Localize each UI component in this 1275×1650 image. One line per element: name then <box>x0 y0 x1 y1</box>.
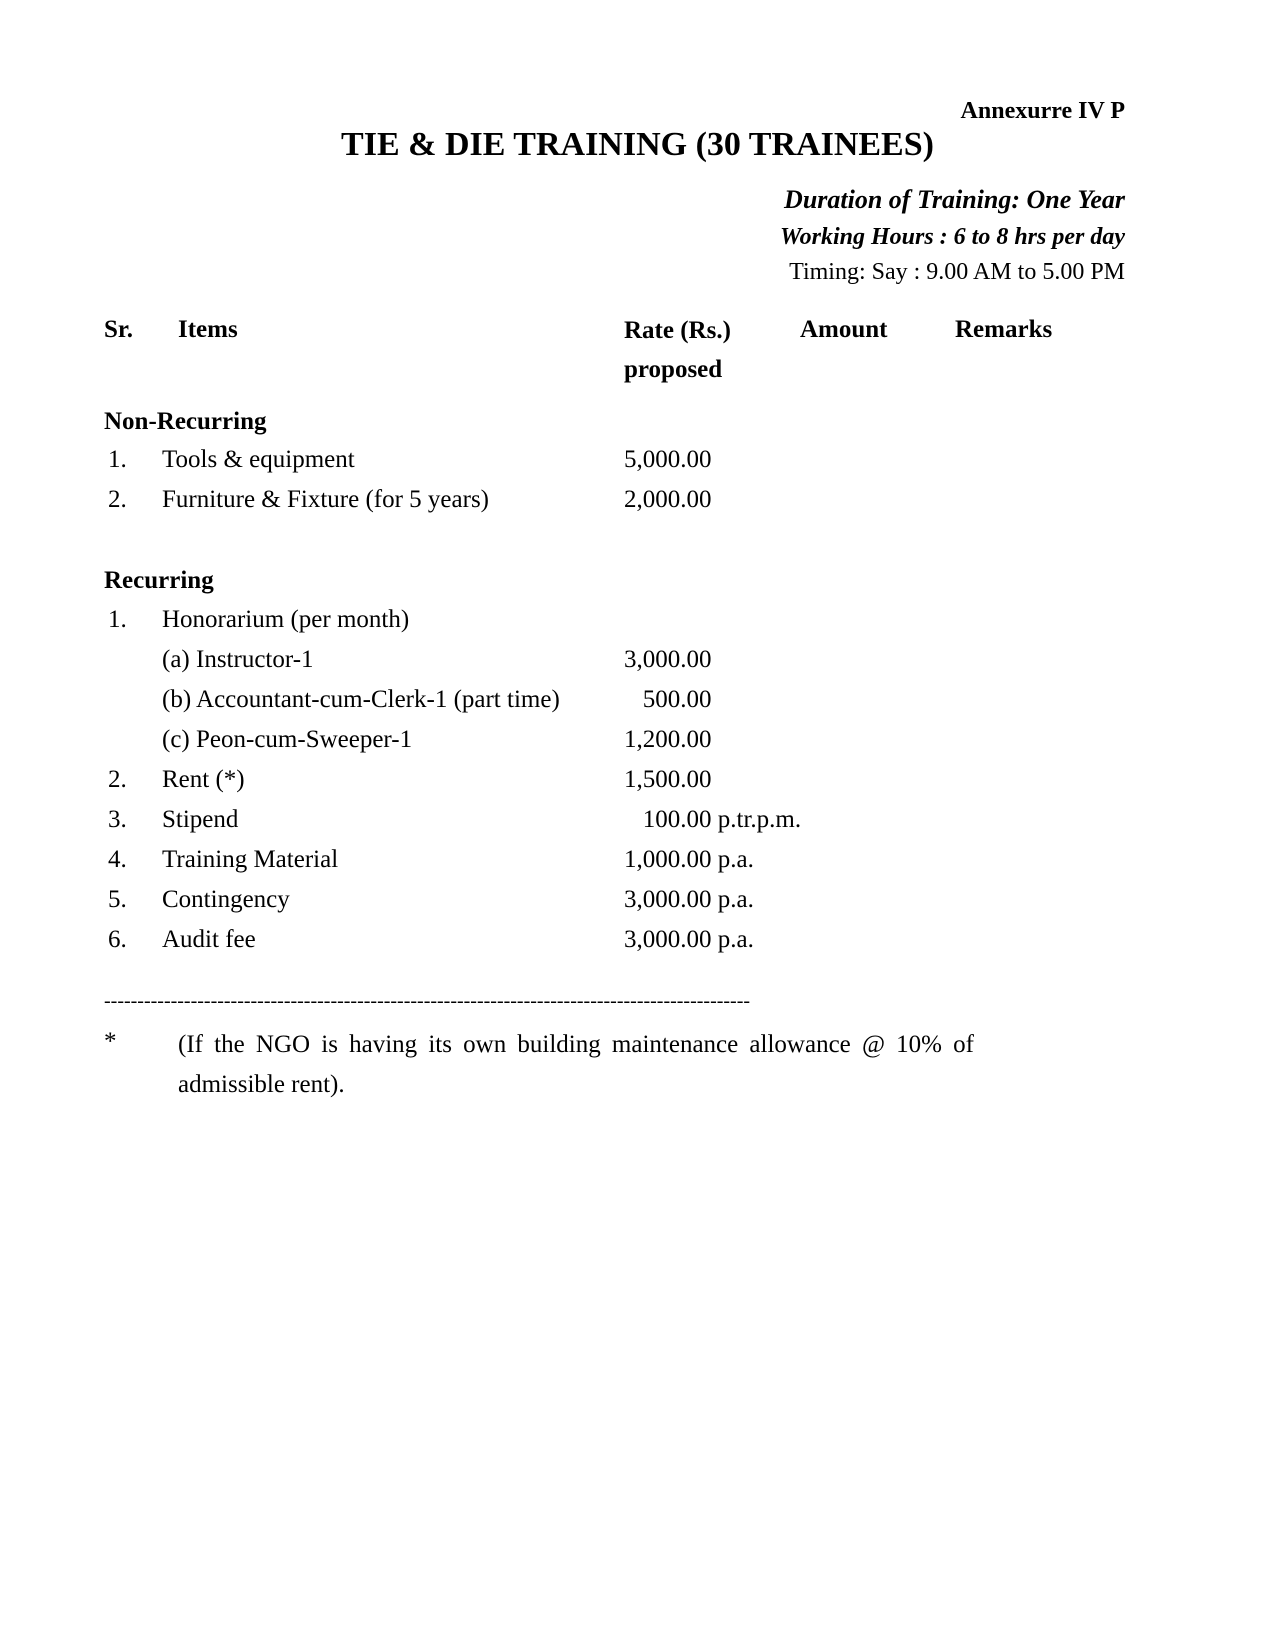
header-rate <box>624 311 731 389</box>
row-item: Audit fee <box>162 926 256 953</box>
training-duration: Duration of Training: One Year <box>784 185 1125 214</box>
row-number: 4. <box>108 846 127 873</box>
table-row <box>0 766 1275 806</box>
section-non-recurring: Non-Recurring <box>104 408 267 435</box>
footnote-mark: * <box>104 1028 117 1055</box>
row-item: (a) Instructor-1 <box>162 646 314 673</box>
header-sr: Sr. <box>104 316 133 343</box>
row-rate: 1,000.00 p.a. <box>624 846 754 873</box>
row-number: 3. <box>108 806 127 833</box>
row-rate: 3,000.00 p.a. <box>624 886 754 913</box>
table-row <box>0 646 1275 686</box>
working-hours: Working Hours : 6 to 8 hrs per day <box>780 224 1125 250</box>
row-item: (b) Accountant-cum-Clerk-1 (part time) <box>162 686 560 713</box>
section-recurring: Recurring <box>104 567 214 594</box>
row-number: 6. <box>108 926 127 953</box>
training-timing: Timing: Say : 9.00 AM to 5.00 PM <box>789 259 1125 285</box>
row-rate: 3,000.00 p.a. <box>624 926 754 953</box>
page-title: TIE & DIE TRAINING (30 TRAINEES) <box>341 126 934 163</box>
row-rate: 100.00 p.tr.p.m. <box>624 806 802 833</box>
table-row <box>0 926 1275 966</box>
row-number: 1. <box>108 606 127 633</box>
row-rate: 500.00 <box>624 686 712 713</box>
table-row <box>0 806 1275 846</box>
row-item: Contingency <box>162 886 290 913</box>
row-item: Stipend <box>162 806 239 833</box>
row-number: 1. <box>108 446 127 473</box>
row-item: Training Material <box>162 846 339 873</box>
row-item: Rent (*) <box>162 766 245 793</box>
row-item: (c) Peon-cum-Sweeper-1 <box>162 726 413 753</box>
header-rate-line2: proposed <box>624 356 723 383</box>
header-amount: Amount <box>800 316 888 343</box>
row-item: Tools & equipment <box>162 446 355 473</box>
row-rate: 1,500.00 <box>624 766 712 793</box>
table-row <box>0 486 1275 526</box>
header-rate-line1: Rate (Rs.) <box>624 317 731 344</box>
table-row <box>0 886 1275 926</box>
row-item: Honorarium (per month) <box>162 606 410 633</box>
row-rate: 2,000.00 <box>624 486 712 513</box>
annexure-label: Annexurre IV P <box>960 98 1125 124</box>
footnote-text: (If the NGO is having its own building maintenance allowance @ 10% of admissible rent). <box>178 1031 974 1098</box>
table-row <box>0 446 1275 486</box>
row-number: 2. <box>108 766 127 793</box>
header-remarks: Remarks <box>955 316 1053 343</box>
row-rate: 1,200.00 <box>624 726 712 753</box>
row-rate: 5,000.00 <box>624 446 712 473</box>
table-row <box>0 846 1275 886</box>
table-row <box>0 726 1275 766</box>
dashed-divider: ------------------------------------------------------------------------------------------------- <box>104 990 751 1012</box>
row-number: 2. <box>108 486 127 513</box>
table-row <box>0 686 1275 726</box>
row-item: Furniture & Fixture (for 5 years) <box>162 486 490 513</box>
header-items: Items <box>178 316 238 343</box>
table-row <box>0 606 1275 646</box>
row-number: 5. <box>108 886 127 913</box>
row-rate: 3,000.00 <box>624 646 712 673</box>
